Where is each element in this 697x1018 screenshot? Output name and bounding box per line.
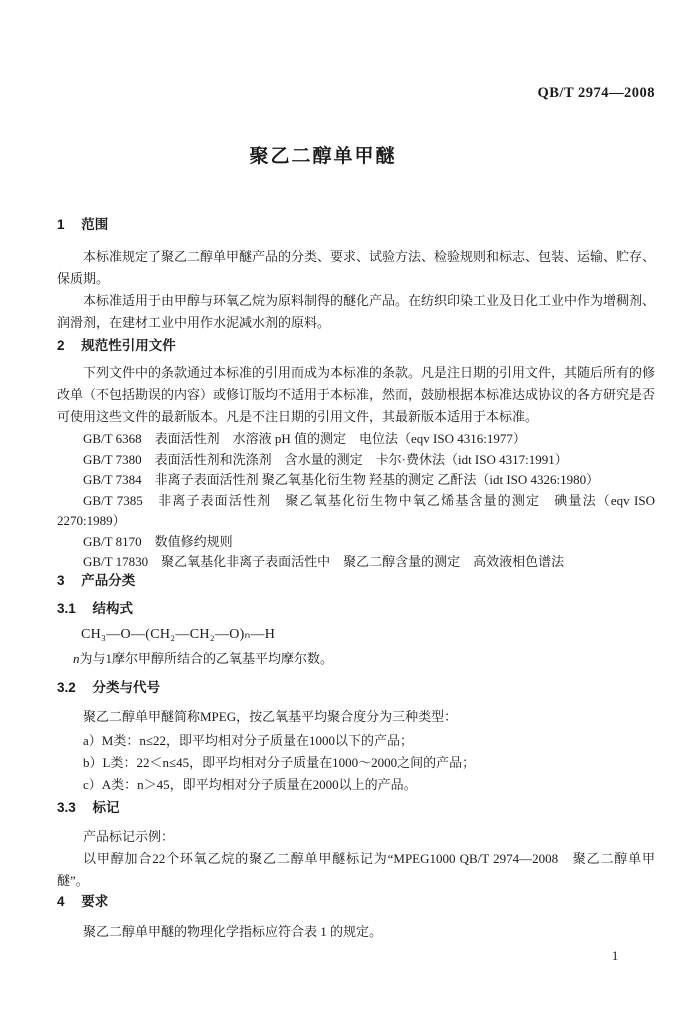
section-4-title: 要求 — [81, 894, 109, 909]
reference-item: GB/T 17830 聚乙氧基化非离子表面活性中 聚乙二醇含量的测定 高效液相色谱法 — [83, 554, 565, 569]
requirements-paragraph: 聚乙二醇单甲醚的物理化学指标应符合表 1 的规定。 — [83, 924, 383, 939]
reference-item: GB/T 8170 数值修约规则 — [83, 533, 233, 549]
classification-intro: 聚乙二醇单甲醚简称MPEG，按乙氧基平均聚合度分为三种类型： — [83, 709, 458, 724]
section-3-title: 产品分类 — [81, 573, 136, 588]
section-1-heading — [57, 216, 655, 234]
section-3-heading — [57, 572, 655, 590]
section-2-title: 规范性引用文件 — [81, 338, 176, 353]
section-4-heading — [57, 893, 655, 911]
marking-example-label: 产品标记示例： — [83, 829, 175, 844]
reference-item: GB/T 6368 表面活性剂 水溶液 pH 值的测定 电位法（eqv ISO 4316:1977） — [83, 431, 526, 446]
reference-item: GB/T 7385 非离子表面活性剂 聚乙氧基化衍生物中氧乙烯基含量的测定 碘量法（eqv ISO 2270:1989） — [57, 492, 655, 528]
section-3-1-heading — [57, 600, 655, 618]
formula-note-text: 为与1摩尔甲醇所结合的乙氧基平均摩尔数。 — [79, 651, 334, 666]
section-1-number: 1 — [57, 217, 65, 232]
formula-note — [57, 649, 655, 669]
standard-number: QB/T 2974—2008 — [537, 85, 655, 101]
section-2-number: 2 — [57, 338, 65, 353]
class-item-m: a）M类：n≤22，即平均相对分子质量在1000以下的产品； — [83, 733, 413, 748]
section-3-2-title: 分类与代号 — [92, 680, 161, 695]
normative-references-list — [57, 429, 655, 573]
section-3-2-heading — [57, 679, 655, 697]
normative-references-intro: 下列文件中的条款通过本标准的引用而成为本标准的条款。凡是注日期的引用文件，其随后所有的修改单（不包括勘误的内容）或修订版均不适用于本标准，然而，鼓励根据本标准达成协议的各方研究是否可使用这些文件的最新版本。凡是不注日期的引用文件，其最新版本适用于本标准。 — [57, 365, 656, 424]
page-number: 1 — [612, 949, 619, 963]
scope-paragraph-1: 本标准规定了聚乙二醇单甲醚产品的分类、要求、试验方法、检验规则和标志、包装、运输、贮存、保质期。 — [57, 249, 656, 286]
section-3-1-title: 结构式 — [92, 601, 134, 616]
section-3-number: 3 — [57, 573, 65, 588]
structural-formula: CH₃—O—(CH₂—CH₂—O)ₙ—H — [81, 627, 276, 642]
section-4-number: 4 — [57, 894, 65, 909]
class-item-l: b）L类：22＜n≤45，即平均相对分子质量在1000～2000之间的产品； — [83, 755, 476, 770]
reference-item: GB/T 7380 表面活性剂和洗涤剂 含水量的测定 卡尔·费休法（idt ISO 4317:1991） — [83, 451, 568, 467]
marking-example-text: 以甲醇加合22个环氧乙烷的聚乙二醇单甲醚标记为“MPEG1000 QB/T 2974—2008 聚乙二醇单甲醚”。 — [57, 851, 655, 888]
class-item-a: c）A类：n＞45，即平均相对分子质量在2000以上的产品。 — [83, 777, 417, 792]
section-2-heading — [57, 337, 655, 355]
section-3-3-title: 标记 — [92, 800, 120, 815]
section-3-3-number: 3.3 — [57, 800, 76, 815]
section-3-1-number: 3.1 — [57, 601, 76, 616]
classification-list — [57, 730, 655, 796]
section-3-3-heading — [57, 799, 655, 817]
section-1-title: 范围 — [81, 217, 109, 232]
scope-paragraph-2: 本标准适用于由甲醇与环氧乙烷为原料制得的醚化产品。在纺织印染工业及日化工业中作为增稠剂、润滑剂，在建材工业中用作水泥减水剂的原料。 — [57, 293, 656, 330]
formula-variable-n: n — [73, 651, 80, 666]
reference-item: GB/T 7384 非离子表面活性剂 聚乙氧基化衍生物 羟基的测定 乙酐法（idt ISO 4326:1980） — [83, 472, 600, 487]
section-3-2-number: 3.2 — [57, 680, 76, 695]
document-title: 聚乙二醇单甲醚 — [249, 146, 397, 167]
